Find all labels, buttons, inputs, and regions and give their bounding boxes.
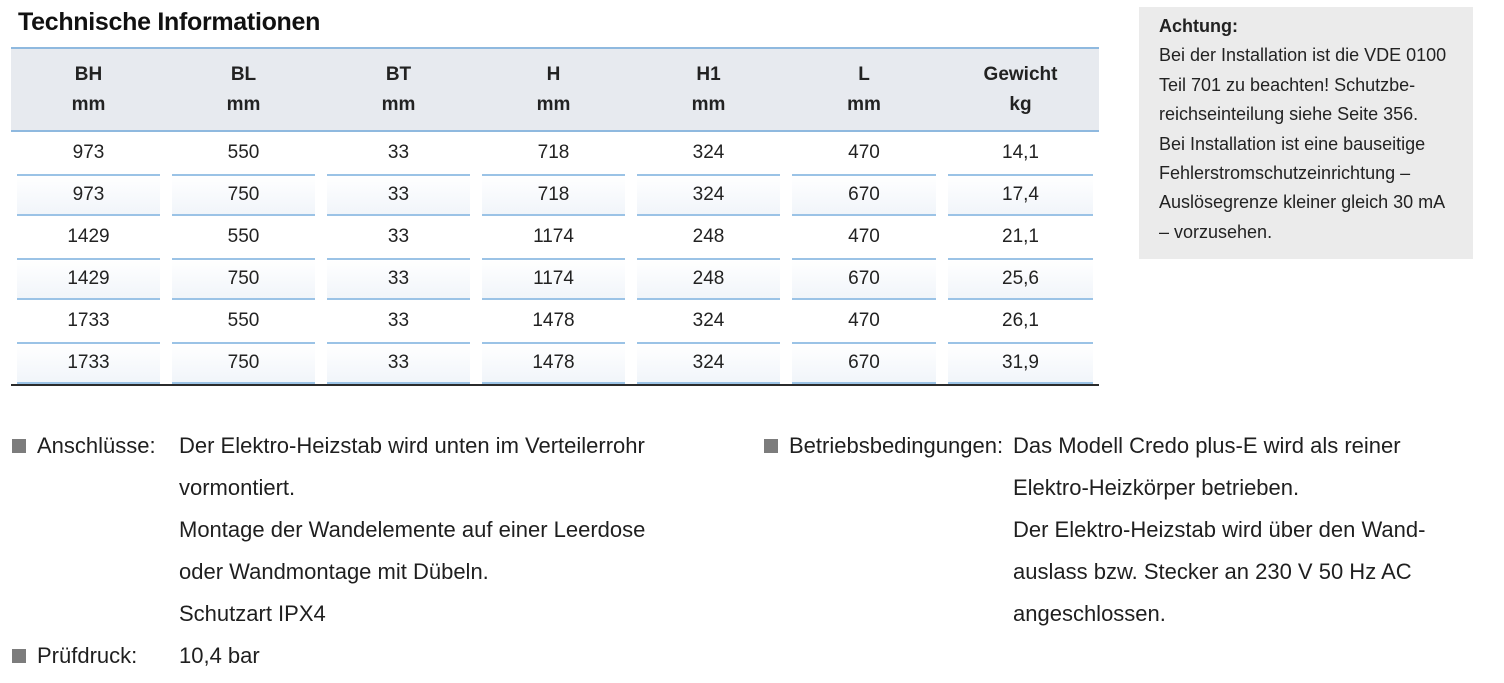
table-header-row (11, 47, 1099, 132)
table-cell: 1478 (532, 310, 575, 331)
table-row (11, 216, 1099, 258)
section-title: Technische Informationen (18, 8, 321, 36)
notice-line: Bei der Installation ist die VDE 0100 (1159, 45, 1447, 66)
notice-line: Teil 701 zu beachten! Schutzbe- (1159, 74, 1416, 95)
table-cell: 670 (786, 342, 942, 386)
table-row (11, 258, 1099, 300)
notice-line: reichseinteilung siehe Seite 356. (1159, 104, 1419, 125)
table-cell: 470 (848, 226, 880, 247)
table-cell: 973 (11, 174, 166, 216)
table-cell: 324 (692, 142, 725, 163)
table-cell: 550 (227, 142, 260, 163)
table-cell: 1733 (67, 310, 110, 331)
table-cell: 1174 (533, 226, 574, 247)
table-cell: 33 (387, 310, 410, 331)
table-cell: 324 (631, 342, 786, 386)
table-cell: 324 (631, 174, 786, 216)
table-row (11, 132, 1099, 174)
table-cell: 21,1 (1002, 226, 1039, 247)
table-row (11, 342, 1099, 386)
table-cell: 750 (166, 174, 321, 216)
table-cell: 670 (786, 174, 942, 216)
table-cell: 248 (631, 258, 786, 300)
spec-text: Der Elektro-Heizstab wird unten im Verteilerrohr vormontiert. Montage der Wandelemente auf einer Leerdose oder Wandmontage mit Dübeln. Schutzart IPX4 (179, 433, 646, 626)
table-cell: 14,1 (1002, 142, 1039, 163)
column-header-bt: BT mm (321, 47, 476, 132)
notice-line: – vorzusehen. (1159, 221, 1273, 242)
table-cell: 324 (692, 310, 725, 331)
spec-label: Anschlüsse: (37, 433, 156, 458)
column-header-bh: BH mm (11, 47, 166, 132)
notice-title: Achtung: (1159, 16, 1238, 36)
table-cell: 470 (848, 142, 880, 163)
square-bullet-icon (12, 439, 26, 453)
spec-label: Prüfdruck: (37, 643, 138, 668)
table-cell: 33 (321, 258, 476, 300)
column-header-l: L mm (786, 47, 942, 132)
column-header-h: H mm (476, 47, 631, 132)
table-cell: 1429 (67, 226, 110, 247)
table-cell: 26,1 (1002, 310, 1039, 331)
notice-line: Fehlerstromschutzeinrichtung – (1159, 163, 1411, 184)
table-cell: 973 (72, 142, 105, 163)
spec-label: Betriebsbedingungen: (789, 433, 1004, 458)
spec-text: Das Modell Credo plus-E wird als reiner Elektro-Heizkörper betrieben. Der Elektro-Heizstab wird über den Wand- auslass bzw. Stecker an 230 V 50 Hz AC angeschlossen. (1013, 433, 1426, 626)
table-cell: 750 (166, 342, 321, 386)
square-bullet-icon (12, 649, 26, 663)
table-cell: 33 (321, 174, 476, 216)
technical-data-table (11, 47, 1099, 386)
table-cell: 33 (387, 142, 410, 163)
table-cell: 33 (387, 226, 410, 247)
table-cell: 718 (476, 174, 631, 216)
table-cell: 750 (166, 258, 321, 300)
column-header-h1: H1 mm (631, 47, 786, 132)
table-cell: 25,6 (942, 258, 1099, 300)
table-cell: 248 (692, 226, 725, 247)
table-cell: 33 (321, 342, 476, 386)
table-cell: 31,9 (942, 342, 1099, 386)
table-cell: 17,4 (942, 174, 1099, 216)
column-header-gewicht: Gewicht kg (942, 47, 1099, 132)
table-row (11, 174, 1099, 216)
table-cell: 670 (786, 258, 942, 300)
spec-text: 10,4 bar (179, 643, 260, 668)
table-cell: 1733 (11, 342, 166, 386)
table-cell: 718 (537, 142, 570, 163)
notice-line: Bei Installation ist eine bauseitige (1159, 133, 1426, 154)
square-bullet-icon (764, 439, 778, 453)
table-cell: 470 (848, 310, 880, 331)
table-cell: 1429 (11, 258, 166, 300)
table-cell: 1174 (476, 258, 631, 300)
table-row (11, 300, 1099, 342)
notice-box (1139, 7, 1473, 259)
table-cell: 1478 (476, 342, 631, 386)
table-cell: 550 (227, 226, 260, 247)
table-cell: 550 (227, 310, 260, 331)
column-header-bl: BL mm (166, 47, 321, 132)
notice-line: Auslösegrenze kleiner gleich 30 mA (1159, 192, 1446, 213)
